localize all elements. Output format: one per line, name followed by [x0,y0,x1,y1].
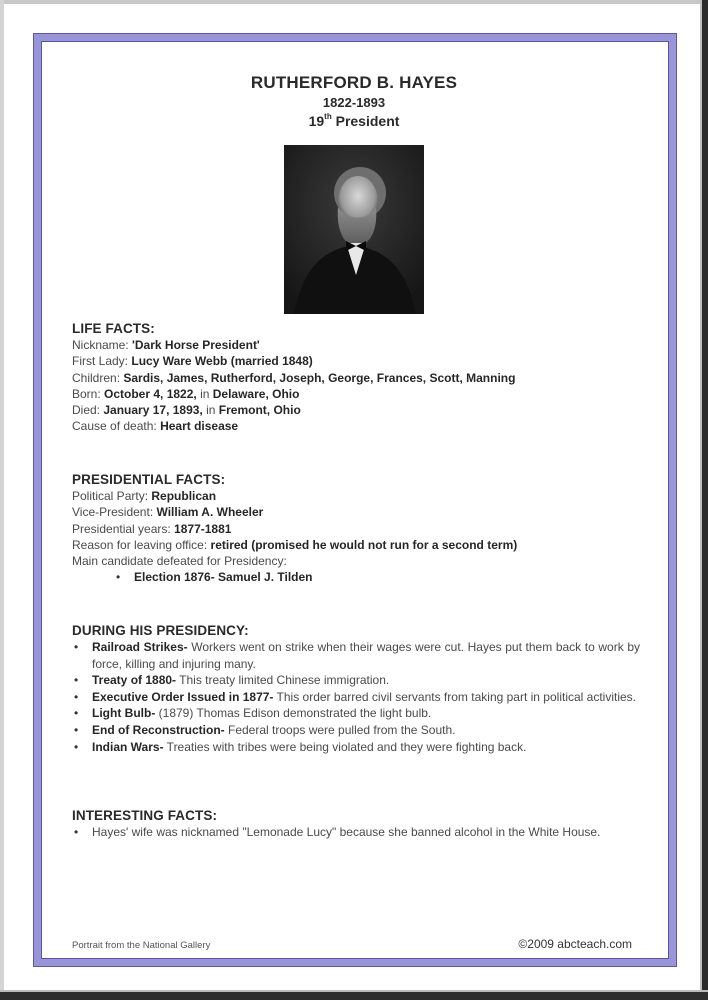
fact-label: Cause of death: [72,419,161,434]
fact-label: Children: [72,370,124,385]
fact-nickname [72,337,640,353]
fact-value: Lucy Ware Webb (married 1848) [131,354,313,369]
fact-label: Born: [72,386,105,401]
fact-label: Died: [72,403,104,418]
event-text: Federal troops were pulled from the South. [224,722,456,737]
event-title: Light Bulb- [92,706,156,721]
fact-value: retired (promised he would not run for a second term) [210,537,518,552]
fact-label: Political Party: [72,489,152,503]
fact-value: 'Dark Horse President' [132,338,260,352]
list-item [72,569,640,586]
portrait-credit: Portrait from the National Gallery [72,940,211,951]
fact-label: Reason for leaving office: [72,537,211,552]
fact-presidential-years [72,521,640,537]
list-item [72,689,640,706]
fact-label: Nickname: [72,338,133,352]
list-item [72,639,640,672]
fact-value: October 4, 1822, [104,386,197,401]
fact-reason-leaving [72,537,640,553]
life-facts-heading: LIFE FACTS: [72,321,155,336]
fact-vice-president [72,504,640,520]
fact-label: Main candidate defeated for Presidency: [72,554,287,569]
event-text: Treaties with tribes were being violated and they were fighting back. [163,739,527,754]
presidential-facts-heading: PRESIDENTIAL FACTS: [72,472,226,487]
ordinal-number: 19 [308,113,325,129]
list-item [72,672,640,689]
interesting-facts-section [72,807,640,841]
presidency-events-list [72,639,640,755]
copyright-notice: ©2009 abcteach.com [518,937,632,951]
list-item [72,722,640,739]
event-text: Workers went on strike when their wages were cut. Hayes put them back to work by force, killing and injuring many. [92,640,641,671]
event-title: End of Reconstruction- [92,722,225,737]
election-result: Election 1876- Samuel J. Tilden [134,570,313,585]
fact-label: Vice-President: [72,505,157,520]
life-years: 1822-1893 [322,95,386,110]
fact-first-lady [72,353,640,369]
fact-defeated-candidate [72,553,640,569]
during-presidency-section [72,622,640,755]
fact-born [72,386,640,402]
interesting-facts-list [72,824,640,841]
fact-value: Republican [151,489,217,503]
fact-value: William A. Wheeler [156,505,264,520]
president-ordinal [0,113,708,129]
during-presidency-heading: DURING HIS PRESIDENCY: [72,623,249,638]
event-title: Executive Order Issued in 1877- [92,689,274,704]
page-title: RUTHERFORD B. HAYES [250,73,458,92]
life-facts-section [72,320,640,435]
fact-value: 1877-1881 [174,521,232,536]
fact-value-place: Delaware, Ohio [212,386,300,401]
fact-value: January 17, 1893, [103,403,203,418]
event-text: This order barred civil servants from taking part in political activities. [273,689,637,704]
fact-value: Heart disease [160,419,239,434]
portrait-image [284,145,424,314]
event-title: Indian Wars- [92,739,164,754]
list-item: • Hayes' wife was nicknamed "Lemonade Lucy" because she banned alcohol in the White House. [72,824,640,841]
portrait-illustration-icon [284,145,424,314]
defeated-candidates-list [72,569,640,586]
fact-label: Presidential years: [72,521,175,536]
fact-value: Sardis, James, Rutherford, Joseph, George, Frances, Scott, Manning [123,370,516,385]
presidential-facts-section [72,471,640,586]
list-item [72,739,640,756]
fact-cause-of-death [72,418,640,434]
fact-party [72,488,640,504]
interesting-facts-heading: INTERESTING FACTS: [72,808,218,823]
fact-connector: in [202,403,219,418]
fact-died [72,402,640,418]
ordinal-suffix: th [324,112,332,121]
event-text: (1879) Thomas Edison demonstrated the light bulb. [155,706,432,721]
fact-label: First Lady: [72,354,132,369]
list-item [72,705,640,722]
event-title: Treaty of 1880- [92,673,177,688]
ordinal-label: President [331,113,400,129]
event-title: Railroad Strikes- [92,640,188,654]
event-text: This treaty limited Chinese immigration. [176,673,390,688]
fact-children [72,370,640,386]
fact-connector: in [196,386,213,401]
fact-value-place: Fremont, Ohio [218,403,301,418]
